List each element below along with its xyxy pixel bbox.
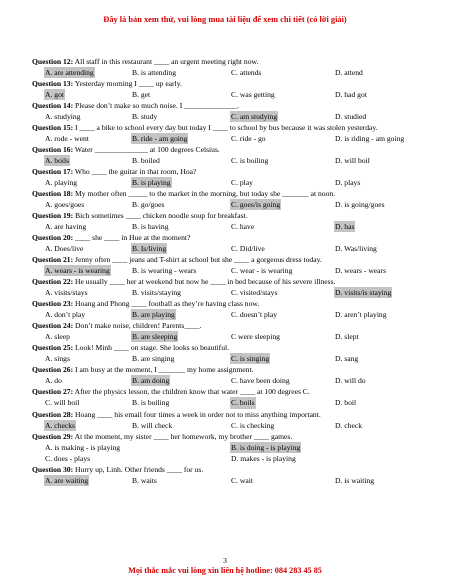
answer-options-row [32,177,418,188]
answer-option: B. waits [132,475,157,485]
question-number: Question 16: [32,145,74,155]
question-block [32,188,418,210]
question-text: At the moment, my sister ____ her homework, my brother ____ games. [73,431,293,441]
answer-options-row [32,287,418,298]
answer-options-row [32,243,418,254]
answer-option: D. plays [335,178,361,188]
answer-option-highlighted: B. are sleeping [132,332,178,342]
question-block [32,431,418,464]
answer-option: A. Does/live [45,244,84,254]
answer-option: B. go/goes [132,200,165,210]
question-number: Question 28: [32,409,74,419]
answer-option: A. rode - went [45,134,89,144]
answer-options-row [32,475,418,486]
question-text: Water ______________ at 100 degrees Celsius. [73,145,220,155]
question-stem [32,298,418,309]
preview-notice-banner: Đây là bản xem thử, vui lòng mua tài liệu để xem chi tiết (có lời giải) [103,15,347,24]
answer-option: B. visits/staying [132,288,181,298]
answer-option: A. visits/stays [45,288,88,298]
question-block [32,122,418,144]
answer-option: C. wait [231,475,253,485]
question-block [32,276,418,298]
answer-options-row [32,111,418,122]
question-stem [32,254,418,265]
answer-options-row [32,397,418,408]
answer-option: A. playing [45,178,78,188]
question-number: Question 30: [32,464,74,474]
answer-option: B. is attending [132,68,177,78]
question-number: Question 20: [32,233,74,243]
question-block [32,254,418,276]
question-block [32,144,418,166]
question-number: Question 29: [32,431,74,441]
question-block [32,409,418,431]
question-number: Question 27: [32,387,74,397]
question-stem [32,166,418,177]
answer-option: C. is boiling [231,156,269,166]
answer-option: D. wears - wears [335,266,387,276]
answer-option: C. doesn’t play [231,310,278,320]
question-text: I ____ a bike to school every day but today I ____ to school by bus because it was stolen yesterday. [73,123,378,133]
question-number: Question 25: [32,343,74,353]
answer-option: C. have [231,222,255,232]
question-text: ____ she ____ in Hue at the moment? [73,233,191,243]
question-text: All staff in this restaurant ____ an urgent meeting right now. [73,57,259,66]
question-text: Hoang and Phong ____ football as they’re having class now. [73,299,260,309]
answer-option: D. aren’t playing [335,310,387,320]
question-stem [32,122,418,133]
answer-options-row [32,199,418,210]
question-block [32,364,418,386]
question-number: Question 26: [32,365,74,375]
question-number: Question 15: [32,123,74,133]
question-stem [32,210,418,221]
question-stem [32,364,418,375]
question-list [32,56,418,486]
question-stem [32,386,418,397]
answer-option-highlighted: A. checks [45,420,75,430]
answer-option: D. is going/goes [335,200,385,210]
answer-option-highlighted: A. boils [45,156,70,166]
answer-option: C. is checking [231,420,275,430]
question-text: Who ____ the guitar in that room, Hoa? [73,167,197,177]
question-text: Hurry up, Linh. Other friends ____ for us. [73,464,204,474]
page-number: 3 [223,556,227,565]
question-text: Look! Minh ____ on stage. She looks so beautiful. [73,343,230,353]
question-text: After the physics lesson, the children know that water ____ at 100 degrees C. [73,387,310,397]
question-number: Question 18: [32,189,74,199]
answer-option-highlighted: C. is singing [231,354,270,364]
answer-option: D. attend [335,68,363,78]
question-block [32,100,418,122]
question-text: Jenny often ____ jeans and T-shirt at school but she ____ a gorgeous dress today. [73,255,322,265]
answer-options-row [32,331,418,342]
answer-option: D. had got [335,90,367,100]
question-number: Question 22: [32,277,74,287]
answer-option: D. is riding - am going [335,134,405,144]
answer-option: C. will boil [45,398,80,408]
answer-option-highlighted: B. is playing [132,178,171,188]
answer-option: A. are having [45,222,87,232]
question-block [32,166,418,188]
answer-option-highlighted: D. has [335,222,355,232]
answer-option: B. is wearing - wears [132,266,197,276]
answer-option: D. makes - is playing [231,453,296,463]
answer-option-highlighted: B. are playing [132,310,175,320]
question-number: Question 17: [32,167,74,177]
answer-option: A. studying [45,112,81,122]
answer-option: A. sings [45,354,70,364]
question-text: Hoang ____ his email four times a week in order not to miss anything important. [73,409,321,419]
answer-option: D. boil [335,398,357,408]
answer-option: D. studied [335,112,367,122]
answer-option: A. is making - is playing [45,442,121,452]
question-block [32,210,418,232]
answer-option-highlighted: A. got [45,90,64,100]
answer-option: D. is waiting [335,475,375,485]
answer-option-highlighted: C. am studying [231,112,278,122]
answer-option: B. is having [132,222,169,232]
question-stem [32,232,418,243]
question-stem [32,464,418,475]
question-text: I am busy at the moment, I _______ my home assignment. [73,365,254,375]
answer-options-row [32,420,418,431]
answer-options-row [32,67,418,78]
answer-option-highlighted: B. is doing - is playing [231,442,301,452]
answer-option-highlighted: B. ride - am going [132,134,188,144]
answer-options-row [32,221,418,232]
question-number: Question 19: [32,211,74,221]
answer-option: D. sang [335,354,359,364]
answer-option: D. will boil [335,156,370,166]
answer-option: A. sleep [45,332,70,342]
question-text: My mother often _____ to the market in the morning, but today she _______ at noon. [73,189,336,199]
question-number: Question 14: [32,101,74,111]
question-number: Question 21: [32,255,74,265]
answer-options-row [32,265,418,276]
question-stem [32,320,418,331]
question-stem [32,56,418,67]
question-text: He usually ____ her at weekend but now he ____ in bed because of his severe illness. [73,277,336,287]
answer-option-highlighted: C. boils [231,398,255,408]
answer-option: B. are singing [132,354,175,364]
answer-option: B. get [132,90,151,100]
answer-option-highlighted: A. are attending [45,68,94,78]
question-block [32,320,418,342]
question-stem [32,276,418,287]
question-block [32,78,418,100]
answer-option-highlighted: B. Is/living [132,244,167,254]
question-stem [32,342,418,353]
answer-option: C. attends [231,68,262,78]
question-stem [32,431,418,442]
answer-option: C. play [231,178,253,188]
question-stem [32,78,418,89]
answer-options-row [32,353,418,364]
answer-option: B. boiled [132,156,160,166]
answer-options-row [32,309,418,320]
answer-option-highlighted: C. goes/is going [231,200,281,210]
answer-option: A. do [45,376,62,386]
answer-option: C. visited/stays [231,288,278,298]
answer-options-row [32,155,418,166]
question-text: Bich sometimes ____ chicken noodle soup for breakfast. [73,211,248,221]
answer-option: A. goes/goes [45,200,85,210]
answer-options-row [32,133,418,144]
answer-option: D. will do [335,376,366,386]
answer-option-highlighted: B. am doing [132,376,170,386]
question-block [32,56,418,78]
question-text: Don’t make noise, children! Parents____. [73,321,202,331]
answer-options-row [32,375,418,386]
question-stem [32,188,418,199]
answer-option-highlighted: A. are waiting [45,475,89,485]
question-number: Question 24: [32,321,74,331]
hotline-footer: Mọi thắc mắc vui lòng xin liên hệ hotline: 084 283 45 85 [128,566,322,575]
question-number: Question 12: [32,57,74,66]
question-block [32,232,418,254]
question-block [32,298,418,320]
question-text: Yesterday morning I ____ up early. [73,79,182,89]
answer-option: C. does - plays [45,453,91,463]
answer-option: A. don’t play [45,310,86,320]
question-text: Please don’t make so much noise. I ______________. [73,101,240,111]
answer-options-row [32,453,418,464]
answer-option: C. have been doing [231,376,290,386]
answer-option-highlighted: A. wears - is wearing [45,266,110,276]
answer-option: B. is boiling [132,398,170,408]
answer-option: C. Did/live [231,244,265,254]
answer-option: D. Was/living [335,244,377,254]
answer-options-row [32,442,418,453]
answer-option: C. wear - is wearing [231,266,293,276]
answer-option: C. ride - go [231,134,266,144]
question-number: Question 23: [32,299,74,309]
question-block [32,464,418,486]
answer-option: D. slept [335,332,359,342]
answer-option: B. will check [132,420,173,430]
answer-option-highlighted: D. visits/is staying [335,288,392,298]
question-block [32,386,418,408]
question-stem [32,100,418,111]
question-block [32,342,418,364]
answer-option: D. check [335,420,362,430]
answer-option: C were sleeping [231,332,280,342]
answer-option: B. study [132,112,158,122]
answer-options-row [32,89,418,100]
question-number: Question 13: [32,79,74,89]
question-stem [32,409,418,420]
answer-option: C. was getting [231,90,275,100]
question-stem [32,144,418,155]
